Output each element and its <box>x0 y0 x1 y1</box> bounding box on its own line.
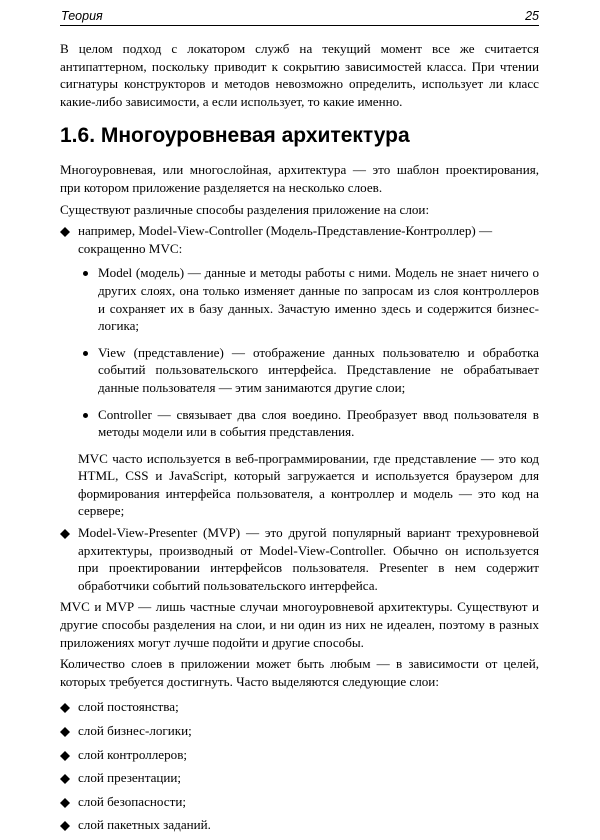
layer-label: слой пакетных заданий. <box>78 817 211 833</box>
page-number: 25 <box>525 9 539 23</box>
list-item-layer <box>60 722 539 740</box>
list-item-layer <box>60 769 539 787</box>
section-heading: 1.6. Многоуровневая архитектура <box>60 124 410 148</box>
running-header <box>60 7 539 26</box>
list-item-controller <box>78 406 539 441</box>
layer-label: слой контроллеров; <box>78 746 188 762</box>
list-item-layer <box>60 698 539 716</box>
list-item-mvp <box>60 524 539 594</box>
layer-label: слой постоянства; <box>78 699 179 715</box>
round-bullet-icon <box>83 413 88 418</box>
summary-paragraph: MVC и MVP — лишь частные случаи многоуровневой архитектуры. Существуют и другие способы разделения на слои, и ни один из них не идеален, поэтому в разных приложениях могут лучше подойти и другие способы. <box>60 599 539 650</box>
mvc-web-note: MVC часто используется в веб-программировании, где представление — это код HTML, CSS и JavaScript, который загружается и используется браузером для формирования интерфейса пользователя, а контроллер и модель — это код на сервере; <box>78 450 539 519</box>
diamond-bullet-icon <box>60 727 70 737</box>
ways-intro-paragraph: Существуют различные способы разделения приложение на слои: <box>60 201 430 217</box>
round-bullet-icon <box>83 271 88 276</box>
list-item-view <box>78 344 539 397</box>
list-item-layer <box>60 816 539 834</box>
list-item-model <box>78 264 539 334</box>
list-item-layer <box>60 793 539 811</box>
diamond-bullet-icon <box>60 703 70 713</box>
model-description: Model (модель) — данные и методы работы с ними. Модель не знает ничего о других слоях, она только изменяет данные по запросам из слоя контроллеров и сохраняет их в базу данных. Зачастую именно здесь и содержится бизнес-логика; <box>98 265 539 334</box>
mvc-components-list <box>78 264 539 440</box>
list-item-layer <box>60 746 539 764</box>
intro-paragraph: В целом подход с локатором служб на текущий момент все же считается антипаттерном, поскольку приводит к сокрытию зависимостей класса. При чтении сигнатуры конструкторов и методов невозможно определить, использует ли класс какие-либо зависимости, а если использует, то какие именно. <box>60 41 539 109</box>
page-content <box>60 40 539 840</box>
layers-intro-paragraph: Количество слоев в приложении может быть любым — в зависимости от целей, которых требуется достигнуть. Часто выделяются следующие слои: <box>60 656 539 689</box>
controller-description: Controller — связывает два слоя воедино. Преобразует ввод пользователя в методы модели или в события представления. <box>98 406 539 440</box>
diamond-bullet-icon <box>60 821 70 831</box>
mvp-description: Model-View-Presenter (MVP) — это другой популярный вариант трехуровневой архитектуры, производный от Model-View-Controller. Обычно он используется при проектировании интерфейсов пользователя. Presenter в нем содержит обработчики событий пользовательского интерфейса. <box>78 525 539 593</box>
layers-list <box>60 698 539 834</box>
layer-label: слой бизнес-логики; <box>78 723 192 738</box>
round-bullet-icon <box>83 351 88 356</box>
diamond-bullet-icon <box>60 227 70 237</box>
layer-label: слой безопасности; <box>78 793 186 809</box>
layer-label: слой презентации; <box>78 770 182 786</box>
mvc-intro-text: например, Model-View-Controller (Модель-Представление-Контроллер) — сокращенно MVC: <box>78 223 493 256</box>
diamond-bullet-icon <box>60 751 70 761</box>
diamond-bullet-icon <box>60 798 70 808</box>
architecture-variants-list <box>60 222 539 594</box>
header-section-name: Теория <box>61 9 103 23</box>
definition-paragraph: Многоуровневая, или многослойная, архитектура — это шаблон проектирования, при котором приложение разделяется на несколько слоев. <box>60 162 539 195</box>
list-item-mvc <box>60 222 539 520</box>
diamond-bullet-icon <box>60 529 70 539</box>
view-description: View (представление) — отображение данных пользователю и обработка событий пользовательского интерфейса. Представление не обрабатывает данные пользователя — этим занимаются другие слои; <box>98 344 539 395</box>
diamond-bullet-icon <box>60 774 70 784</box>
